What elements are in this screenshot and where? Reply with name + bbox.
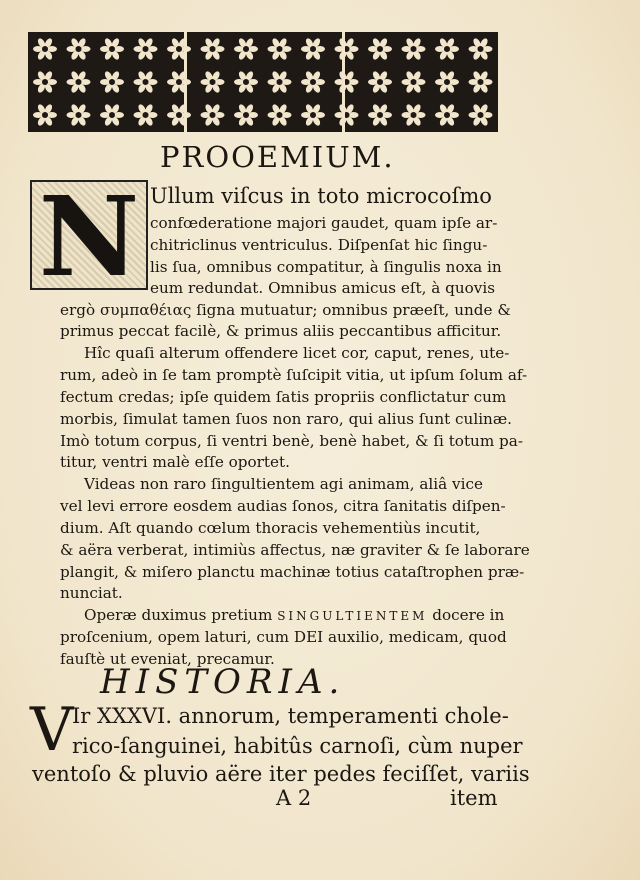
text-line: eum redundat. Omnibus amicus eſt, à quovis	[150, 279, 496, 297]
text-line: Operæ duximus pretium SINGULTIENTEM docere in	[84, 606, 505, 624]
ornamental-header-band	[28, 32, 498, 132]
text-line: confœderatione majori gaudet, quam ipſe ar-	[150, 214, 498, 232]
text-line: vel levi errore eosdem audias ſonos, citra ſanitatis diſpen-	[60, 497, 506, 515]
text-line: Hîc quaſi alterum offendere licet cor, caput, renes, ute-	[84, 344, 510, 362]
text-line: proſcenium, opem laturi, cum DEI auxilio, medicam, quod	[60, 628, 507, 646]
catchword: item	[450, 786, 498, 810]
text-line: titur, ventri malè eſſe oportet.	[60, 453, 290, 471]
text-line: primus peccat facilè, & primus aliis peccantibus afficitur.	[60, 322, 502, 340]
history-line: ventoſo & pluvio aëre iter pedes feciſſet, variis	[32, 762, 530, 786]
text-line: plangit, & miſero planctu machinæ totius cataſtrophen præ-	[60, 563, 525, 581]
history-initial: V	[30, 695, 74, 765]
text-line: chitriclinus ventriculus. Diſpenſat hic ſingu-	[150, 236, 488, 254]
text-line: nunciat.	[60, 584, 123, 602]
section-heading: HISTORIA.	[100, 662, 346, 702]
text-line: lis ſua, omnibus compatitur, à ſingulis noxa in	[150, 258, 502, 276]
page-title: PROOEMIUM.	[160, 140, 395, 174]
text-line: Imò totum corpus, ſi ventri benè, benè habet, & ſi totum pa-	[60, 432, 523, 450]
decorated-initial	[30, 172, 148, 301]
text-line: Videas non raro ſingultientem agi animam, aliâ vice	[84, 475, 483, 493]
text-line: fauſtè ut eveniat, precamur.	[60, 650, 275, 668]
history-line: rico-ſanguinei, habitûs carnoſi, cùm nuper	[72, 734, 523, 758]
history-line: Ir XXXVI. annorum, temperamenti chole-	[72, 704, 509, 728]
opening-line: Ullum viſcus in toto microcoſmo	[150, 184, 492, 208]
text-line: rum, adeò in ſe tam promptè ſuſcipit vitia, ut ipſum ſolum af-	[60, 366, 528, 384]
text-line: fectum credas; ipſe quidem ſatis propriis conflictatur cum	[60, 388, 507, 406]
text-line: ergò συμπαθέιας ſigna mutuatur; omnibus præeſt, unde &	[60, 301, 511, 319]
drop-cap-letter: N	[38, 172, 140, 301]
text-line: & aëra verberat, intimiùs affectus, næ graviter & ſe laborare	[60, 541, 530, 559]
text-line: morbis, ſimulat tamen ſuos non raro, qui alius ſunt culinæ.	[60, 410, 512, 428]
text-line: dium. Aſt quando cœlum thoracis vehementiùs incutit,	[60, 519, 481, 537]
signature-mark: A 2	[276, 786, 312, 810]
